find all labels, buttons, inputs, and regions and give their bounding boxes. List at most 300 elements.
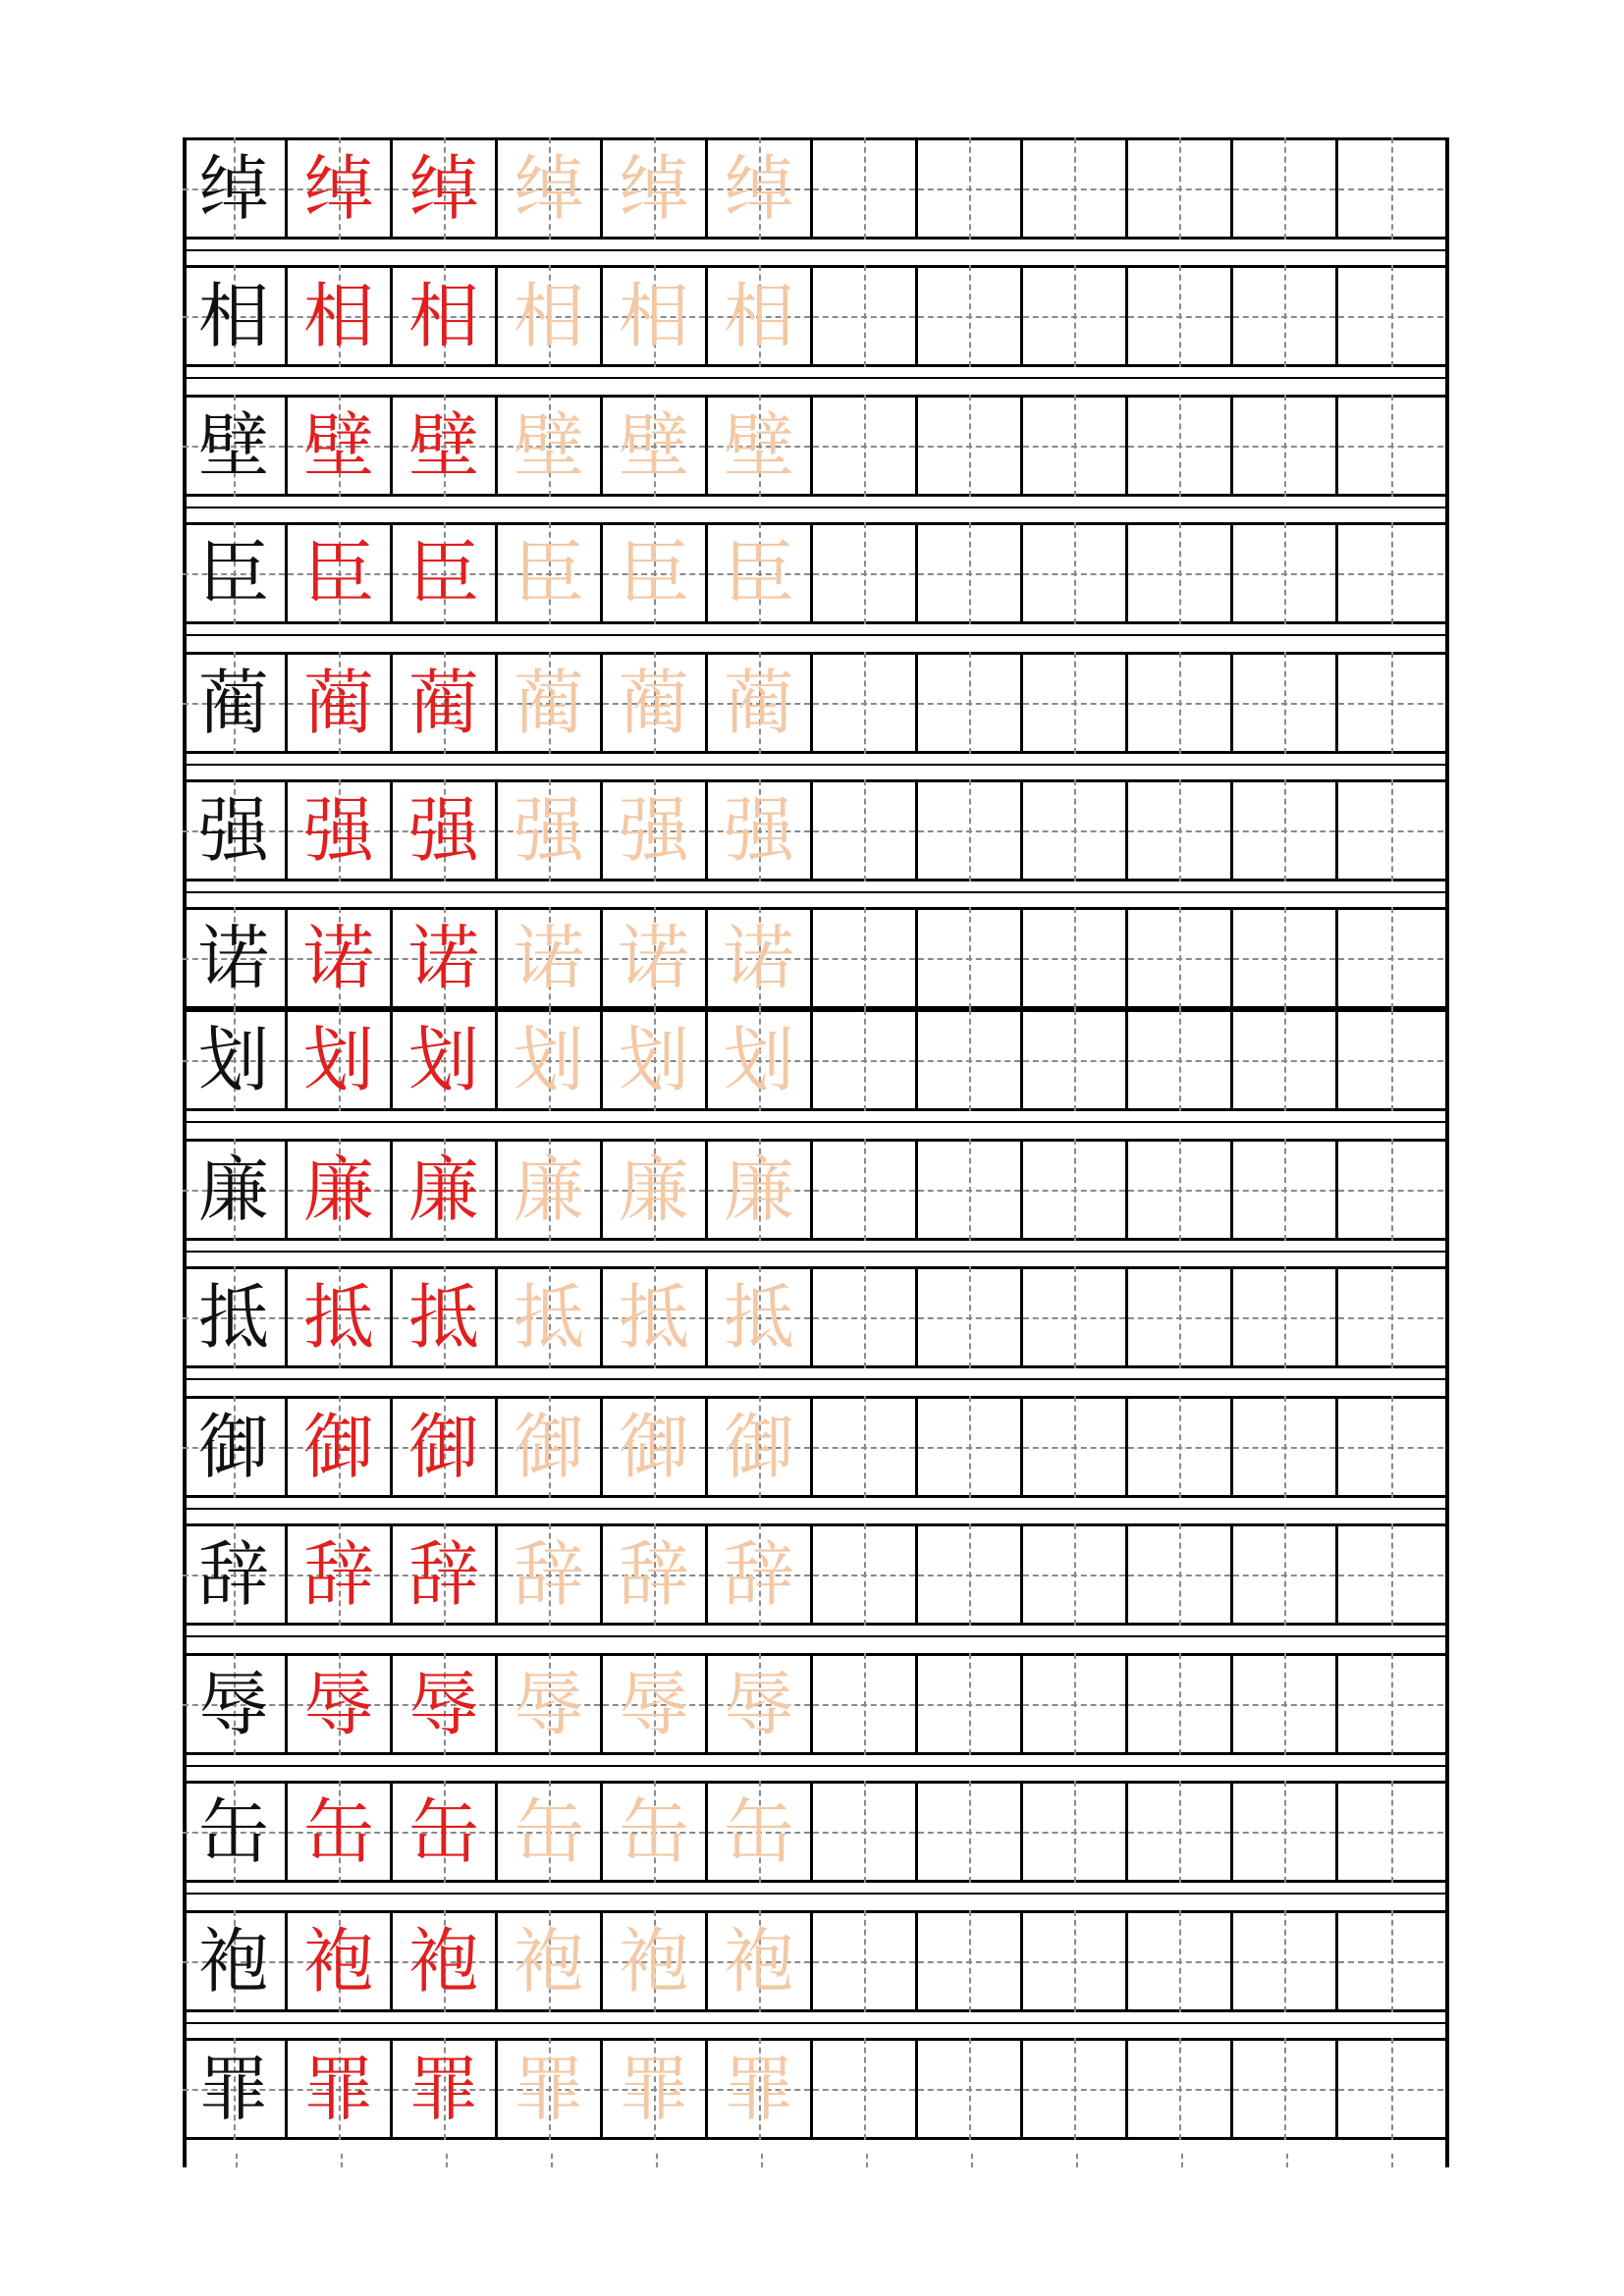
writing-cell[interactable] [183, 265, 288, 367]
writing-cell[interactable] [1233, 907, 1338, 1009]
model-character: 缶 [197, 1790, 269, 1873]
writing-cell[interactable] [288, 1653, 393, 1755]
writing-cell[interactable] [918, 1396, 1023, 1498]
writing-cell[interactable] [183, 2038, 288, 2140]
writing-cell[interactable] [1233, 1781, 1338, 1883]
writing-cell[interactable] [1128, 2038, 1233, 2140]
practice-row [183, 652, 1449, 754]
writing-cell[interactable] [1233, 2038, 1338, 2140]
writing-cell[interactable] [288, 907, 393, 1009]
trace-character: 划 [618, 1019, 689, 1101]
writing-cell[interactable] [1023, 1910, 1128, 2012]
writing-cell[interactable] [708, 779, 813, 881]
writing-cell[interactable] [708, 652, 813, 754]
writing-cell[interactable] [183, 522, 288, 624]
vertical-guide-line [864, 1781, 866, 1883]
trace-character: 相 [618, 275, 689, 357]
writing-cell[interactable] [918, 1910, 1023, 2012]
writing-cell[interactable] [918, 1653, 1023, 1755]
writing-cell[interactable] [1023, 1009, 1128, 1111]
writing-cell[interactable] [1338, 395, 1443, 497]
vertical-guide-line [1391, 652, 1393, 754]
writing-cell[interactable] [393, 1910, 498, 2012]
writing-cell[interactable] [603, 779, 708, 881]
writing-cell[interactable] [1128, 1139, 1233, 1241]
writing-cell[interactable] [708, 1396, 813, 1498]
writing-cell[interactable] [1233, 137, 1338, 240]
vertical-guide-line [1391, 265, 1393, 367]
vertical-guide-line [1179, 1009, 1181, 1111]
writing-cell[interactable] [813, 265, 918, 367]
trace-character: 绰 [723, 147, 794, 230]
writing-cell[interactable] [183, 137, 288, 240]
vertical-guide-line [969, 1781, 971, 1883]
vertical-guide-line [1074, 1009, 1076, 1111]
practice-row [183, 522, 1449, 624]
writing-cell[interactable] [813, 395, 918, 497]
writing-cell[interactable] [288, 1523, 393, 1626]
writing-cell[interactable] [1128, 1910, 1233, 2012]
vertical-guide-line [969, 1396, 971, 1498]
writing-cell[interactable] [288, 652, 393, 754]
writing-cell[interactable] [1338, 1266, 1443, 1368]
writing-cell[interactable] [1023, 779, 1128, 881]
writing-cell[interactable] [603, 522, 708, 624]
writing-cell[interactable] [1233, 1266, 1338, 1368]
writing-cell[interactable] [1338, 1396, 1443, 1498]
writing-cell[interactable] [288, 779, 393, 881]
model-character: 臣 [197, 532, 269, 614]
writing-cell[interactable] [288, 1009, 393, 1111]
red-copy-character: 绰 [407, 147, 479, 230]
writing-cell[interactable] [1128, 1781, 1233, 1883]
writing-cell[interactable] [603, 1266, 708, 1368]
vertical-guide-line [969, 1653, 971, 1755]
writing-cell[interactable] [498, 1910, 603, 2012]
writing-cell[interactable] [1128, 907, 1233, 1009]
practice-row [183, 1523, 1449, 1626]
vertical-guide-line [1074, 2038, 1076, 2140]
trace-character: 臣 [618, 532, 689, 614]
vertical-guide-line [1179, 1910, 1181, 2012]
practice-row [183, 265, 1449, 367]
writing-cell[interactable] [813, 1781, 918, 1883]
writing-cell[interactable] [1338, 1139, 1443, 1241]
writing-cell[interactable] [393, 395, 498, 497]
vertical-guide-line [1179, 522, 1181, 624]
red-copy-character: 缶 [302, 1790, 374, 1873]
trace-character: 罪 [618, 2048, 689, 2130]
writing-cell[interactable] [183, 395, 288, 497]
vertical-guide-line [1179, 395, 1181, 497]
trace-character: 臣 [513, 532, 584, 614]
writing-cell[interactable] [1128, 779, 1233, 881]
trace-character: 蔺 [618, 662, 689, 744]
writing-cell[interactable] [708, 1910, 813, 2012]
red-copy-character: 罪 [407, 2048, 479, 2130]
writing-cell[interactable] [1128, 1009, 1233, 1111]
model-character: 袍 [197, 1920, 269, 2002]
vertical-guide-line [864, 265, 866, 367]
vertical-guide-line [1179, 1523, 1181, 1626]
writing-cell[interactable] [813, 779, 918, 881]
writing-cell[interactable] [498, 1653, 603, 1755]
writing-cell[interactable] [393, 137, 498, 240]
writing-cell[interactable] [1023, 1653, 1128, 1755]
model-character: 划 [197, 1019, 269, 1101]
vertical-guide-line [969, 137, 971, 240]
writing-cell[interactable] [1338, 265, 1443, 367]
trace-character: 缶 [618, 1790, 689, 1873]
writing-cell[interactable] [918, 907, 1023, 1009]
model-character: 蔺 [197, 662, 269, 744]
writing-cell[interactable] [288, 1266, 393, 1368]
writing-cell[interactable] [393, 907, 498, 1009]
writing-cell[interactable] [1233, 1396, 1338, 1498]
writing-cell[interactable] [1233, 1910, 1338, 2012]
practice-row [183, 1139, 1449, 1241]
row-gap-line [183, 634, 1449, 636]
writing-cell[interactable] [498, 1009, 603, 1111]
writing-cell[interactable] [918, 779, 1023, 881]
writing-cell[interactable] [183, 779, 288, 881]
writing-cell[interactable] [603, 137, 708, 240]
writing-cell[interactable] [813, 1009, 918, 1111]
vertical-guide-line [1391, 1009, 1393, 1111]
writing-cell[interactable] [393, 1266, 498, 1368]
writing-cell[interactable] [708, 137, 813, 240]
writing-cell[interactable] [708, 1653, 813, 1755]
writing-cell[interactable] [603, 1396, 708, 1498]
vertical-guide-line [1074, 1139, 1076, 1241]
writing-cell[interactable] [918, 522, 1023, 624]
writing-cell[interactable] [918, 395, 1023, 497]
writing-cell[interactable] [288, 1139, 393, 1241]
writing-cell[interactable] [183, 1653, 288, 1755]
vertical-guide-line [969, 265, 971, 367]
writing-cell[interactable] [393, 1009, 498, 1111]
writing-cell[interactable] [1233, 395, 1338, 497]
vertical-guide-line [1284, 137, 1286, 240]
writing-cell[interactable] [918, 1139, 1023, 1241]
writing-cell[interactable] [1233, 1139, 1338, 1241]
trace-character: 臣 [723, 532, 794, 614]
writing-cell[interactable] [288, 1396, 393, 1498]
writing-cell[interactable] [708, 1139, 813, 1241]
writing-cell[interactable] [603, 265, 708, 367]
writing-cell[interactable] [393, 1396, 498, 1498]
vertical-guide-line [1391, 1396, 1393, 1498]
row-gap-line [183, 764, 1449, 766]
trace-character: 廉 [513, 1148, 584, 1231]
vertical-guide-line [1179, 1781, 1181, 1883]
writing-cell[interactable] [813, 137, 918, 240]
writing-cell[interactable] [393, 2038, 498, 2140]
writing-cell[interactable] [1338, 1781, 1443, 1883]
row-gap-line [183, 1121, 1449, 1123]
vertical-guide-line [1391, 1523, 1393, 1626]
model-character: 廉 [197, 1148, 269, 1231]
vertical-guide-line [1284, 1523, 1286, 1626]
writing-cell[interactable] [603, 907, 708, 1009]
writing-cell[interactable] [393, 522, 498, 624]
writing-cell[interactable] [1128, 265, 1233, 367]
vertical-guide-line [1284, 2038, 1286, 2140]
trace-character: 御 [618, 1406, 689, 1488]
trace-character: 强 [723, 789, 794, 872]
writing-cell[interactable] [1023, 1523, 1128, 1626]
bottom-guide-stub [1181, 2154, 1185, 2167]
writing-cell[interactable] [288, 522, 393, 624]
writing-cell[interactable] [393, 265, 498, 367]
writing-cell[interactable] [288, 395, 393, 497]
vertical-guide-line [1284, 907, 1286, 1009]
writing-cell[interactable] [498, 395, 603, 497]
writing-cell[interactable] [708, 2038, 813, 2140]
practice-row [183, 395, 1449, 497]
bottom-guide-stub [1076, 2154, 1080, 2167]
writing-cell[interactable] [603, 1653, 708, 1755]
writing-cell[interactable] [708, 1523, 813, 1626]
vertical-guide-line [1179, 1396, 1181, 1498]
writing-cell[interactable] [183, 1910, 288, 2012]
writing-cell[interactable] [1023, 265, 1128, 367]
writing-cell[interactable] [498, 652, 603, 754]
writing-cell[interactable] [1128, 1266, 1233, 1368]
writing-cell[interactable] [1023, 522, 1128, 624]
writing-cell[interactable] [1338, 1009, 1443, 1111]
writing-cell[interactable] [393, 1781, 498, 1883]
writing-cell[interactable] [708, 907, 813, 1009]
writing-cell[interactable] [183, 1781, 288, 1883]
writing-cell[interactable] [708, 1266, 813, 1368]
writing-cell[interactable] [603, 1009, 708, 1111]
writing-cell[interactable] [393, 779, 498, 881]
writing-cell[interactable] [813, 1396, 918, 1498]
writing-cell[interactable] [1233, 1009, 1338, 1111]
writing-cell[interactable] [288, 2038, 393, 2140]
red-copy-character: 罪 [302, 2048, 374, 2130]
writing-cell[interactable] [1128, 522, 1233, 624]
writing-cell[interactable] [708, 522, 813, 624]
writing-cell[interactable] [498, 907, 603, 1009]
writing-cell[interactable] [393, 1139, 498, 1241]
writing-cell[interactable] [918, 137, 1023, 240]
writing-cell[interactable] [498, 265, 603, 367]
writing-cell[interactable] [1338, 1523, 1443, 1626]
vertical-guide-line [969, 395, 971, 497]
writing-cell[interactable] [183, 1266, 288, 1368]
practice-row [183, 907, 1449, 1009]
model-character: 辱 [197, 1663, 269, 1745]
writing-cell[interactable] [918, 1009, 1023, 1111]
writing-cell[interactable] [1233, 265, 1338, 367]
model-character: 强 [197, 789, 269, 872]
trace-character: 罪 [513, 2048, 584, 2130]
writing-cell[interactable] [498, 2038, 603, 2140]
red-copy-character: 蔺 [407, 662, 479, 744]
trace-character: 辞 [618, 1533, 689, 1616]
writing-cell[interactable] [603, 2038, 708, 2140]
writing-cell[interactable] [603, 1139, 708, 1241]
vertical-guide-line [1179, 1139, 1181, 1241]
vertical-guide-line [864, 1523, 866, 1626]
writing-cell[interactable] [918, 2038, 1023, 2140]
writing-cell[interactable] [1023, 1396, 1128, 1498]
writing-cell[interactable] [393, 1523, 498, 1626]
writing-cell[interactable] [1128, 1523, 1233, 1626]
writing-cell[interactable] [498, 1396, 603, 1498]
writing-cell[interactable] [813, 1139, 918, 1241]
vertical-guide-line [1284, 1009, 1286, 1111]
writing-cell[interactable] [1233, 1523, 1338, 1626]
writing-cell[interactable] [498, 137, 603, 240]
vertical-guide-line [1284, 652, 1286, 754]
writing-cell[interactable] [393, 1653, 498, 1755]
writing-cell[interactable] [183, 1396, 288, 1498]
writing-cell[interactable] [1338, 137, 1443, 240]
vertical-guide-line [864, 907, 866, 1009]
vertical-guide-line [1391, 137, 1393, 240]
trace-character: 相 [723, 275, 794, 357]
writing-cell[interactable] [1338, 1910, 1443, 2012]
red-copy-character: 绰 [302, 147, 374, 230]
bottom-guide-stub [446, 2154, 450, 2167]
red-copy-character: 御 [407, 1406, 479, 1488]
writing-cell[interactable] [918, 1781, 1023, 1883]
writing-cell[interactable] [1128, 1653, 1233, 1755]
writing-cell[interactable] [1023, 1266, 1128, 1368]
writing-cell[interactable] [1023, 652, 1128, 754]
vertical-guide-line [1074, 137, 1076, 240]
writing-cell[interactable] [498, 1139, 603, 1241]
writing-cell[interactable] [918, 1266, 1023, 1368]
writing-cell[interactable] [1023, 2038, 1128, 2140]
writing-cell[interactable] [183, 1139, 288, 1241]
writing-cell[interactable] [288, 265, 393, 367]
trace-character: 辞 [513, 1533, 584, 1616]
bottom-guide-stub [866, 2154, 870, 2167]
vertical-guide-line [864, 1139, 866, 1241]
practice-row [183, 1910, 1449, 2012]
trace-character: 强 [618, 789, 689, 872]
writing-cell[interactable] [1128, 652, 1233, 754]
writing-cell[interactable] [1023, 1781, 1128, 1883]
writing-cell[interactable] [603, 1523, 708, 1626]
writing-cell[interactable] [1128, 1396, 1233, 1498]
writing-cell[interactable] [1338, 907, 1443, 1009]
writing-cell[interactable] [813, 907, 918, 1009]
writing-cell[interactable] [498, 1781, 603, 1883]
writing-cell[interactable] [813, 1910, 918, 2012]
writing-cell[interactable] [603, 1781, 708, 1883]
trace-character: 蔺 [513, 662, 584, 744]
writing-cell[interactable] [708, 1009, 813, 1111]
writing-cell[interactable] [813, 1523, 918, 1626]
vertical-guide-line [1284, 1139, 1286, 1241]
vertical-guide-line [1074, 522, 1076, 624]
writing-cell[interactable] [918, 1523, 1023, 1626]
trace-character: 诺 [513, 917, 584, 999]
writing-cell[interactable] [183, 907, 288, 1009]
vertical-guide-line [864, 1910, 866, 2012]
writing-cell[interactable] [498, 1523, 603, 1626]
bottom-guide-stub [236, 2154, 240, 2167]
writing-cell[interactable] [183, 1009, 288, 1111]
writing-cell[interactable] [1128, 395, 1233, 497]
writing-cell[interactable] [1023, 137, 1128, 240]
writing-cell[interactable] [1338, 522, 1443, 624]
vertical-guide-line [969, 522, 971, 624]
writing-cell[interactable] [183, 1523, 288, 1626]
writing-cell[interactable] [1338, 652, 1443, 754]
writing-cell[interactable] [1233, 522, 1338, 624]
writing-cell[interactable] [1233, 1653, 1338, 1755]
writing-cell[interactable] [813, 522, 918, 624]
writing-cell[interactable] [708, 395, 813, 497]
writing-cell[interactable] [1233, 652, 1338, 754]
writing-cell[interactable] [708, 1781, 813, 1883]
writing-cell[interactable] [708, 265, 813, 367]
writing-cell[interactable] [813, 1653, 918, 1755]
red-copy-character: 御 [302, 1406, 374, 1488]
bottom-guide-stub [971, 2154, 975, 2167]
trace-character: 壁 [513, 404, 584, 487]
writing-cell[interactable] [498, 522, 603, 624]
writing-cell[interactable] [603, 1910, 708, 2012]
writing-cell[interactable] [813, 1266, 918, 1368]
trace-character: 廉 [618, 1148, 689, 1231]
writing-cell[interactable] [498, 779, 603, 881]
red-copy-character: 相 [302, 275, 374, 357]
writing-cell[interactable] [288, 1910, 393, 2012]
writing-cell[interactable] [918, 265, 1023, 367]
writing-cell[interactable] [1233, 779, 1338, 881]
writing-cell[interactable] [1023, 907, 1128, 1009]
vertical-guide-line [1284, 395, 1286, 497]
writing-cell[interactable] [813, 652, 918, 754]
writing-cell[interactable] [183, 652, 288, 754]
vertical-guide-line [1074, 1910, 1076, 2012]
writing-cell[interactable] [918, 652, 1023, 754]
bottom-guide-stub [761, 2154, 765, 2167]
writing-cell[interactable] [1338, 779, 1443, 881]
writing-cell[interactable] [498, 1266, 603, 1368]
writing-cell[interactable] [1023, 1139, 1128, 1241]
writing-cell[interactable] [813, 2038, 918, 2140]
bottom-guide-stub [1286, 2154, 1290, 2167]
vertical-guide-line [1074, 1523, 1076, 1626]
writing-cell[interactable] [603, 395, 708, 497]
row-gap-line [183, 891, 1449, 893]
vertical-guide-line [1179, 907, 1181, 1009]
practice-sheet [183, 137, 1449, 2167]
writing-cell[interactable] [1128, 137, 1233, 240]
trace-character: 辞 [723, 1533, 794, 1616]
writing-cell[interactable] [603, 652, 708, 754]
practice-row [183, 1781, 1449, 1883]
red-copy-character: 壁 [407, 404, 479, 487]
writing-cell[interactable] [1338, 1653, 1443, 1755]
writing-cell[interactable] [1023, 395, 1128, 497]
red-copy-character: 廉 [302, 1148, 374, 1231]
vertical-guide-line [1074, 1781, 1076, 1883]
row-gap-line [183, 1893, 1449, 1895]
writing-cell[interactable] [288, 137, 393, 240]
writing-cell[interactable] [288, 1781, 393, 1883]
writing-cell[interactable] [1338, 2038, 1443, 2140]
writing-cell[interactable] [393, 652, 498, 754]
